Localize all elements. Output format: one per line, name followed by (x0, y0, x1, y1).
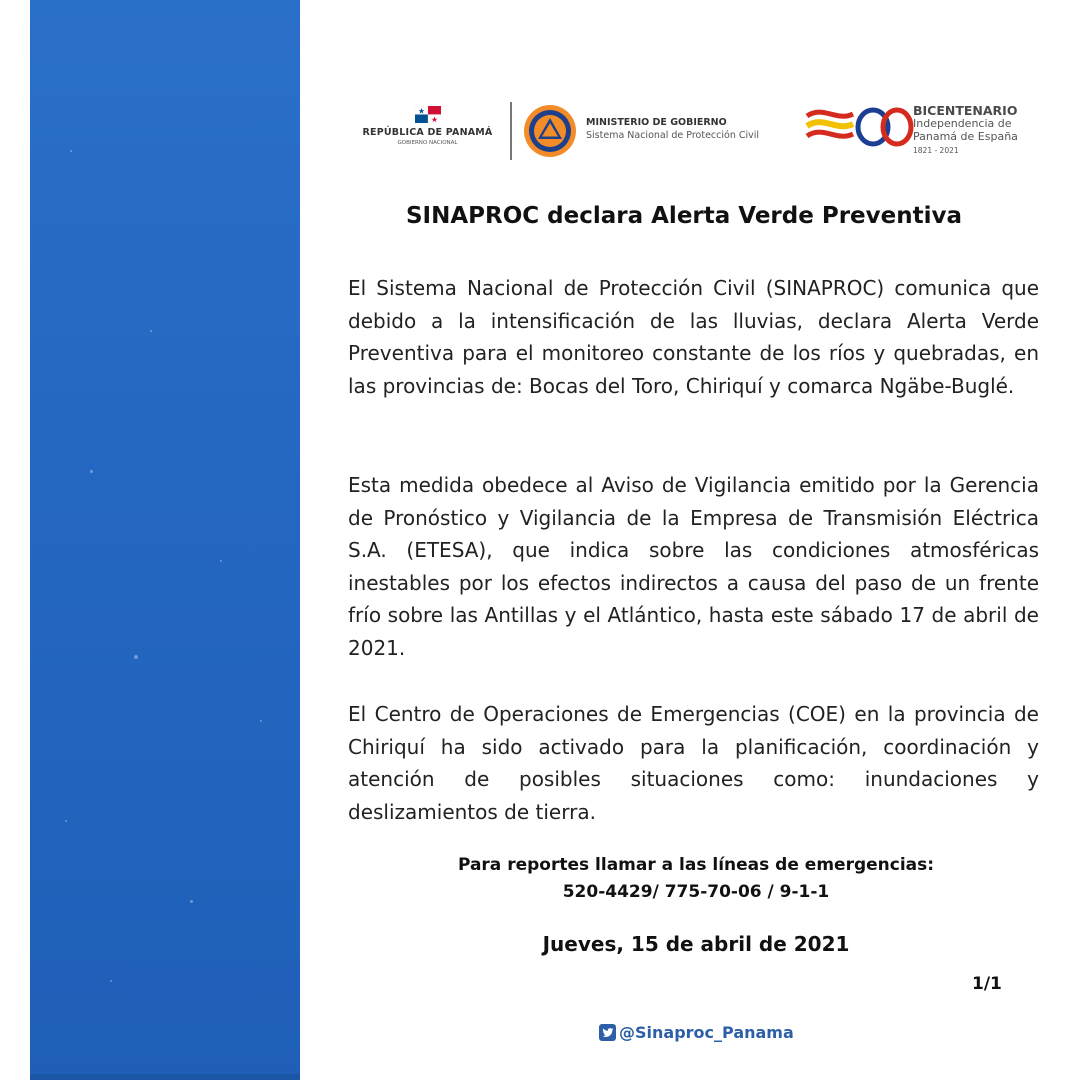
twitter-handle-text: @Sinaproc_Panama (619, 1023, 794, 1042)
bicentenario-text (913, 104, 1018, 157)
ministerio-subtitle: Sistema Nacional de Protección Civil (586, 130, 760, 141)
paragraph-1: El Sistema Nacional de Protección Civil (SINAPROC) comunica que debido a la intensificación de las lluvias, declara Alerta Verde Preventiva para el monitoreo constante de los ríos y quebradas, en las provincias de: Bocas del Toro, Chiriquí y comarca Ngäbe-Buglé. (348, 276, 1039, 398)
ministerio-title: MINISTERIO DE GOBIERNO (586, 117, 727, 128)
document-title: SINAPROC declara Alerta Verde Preventiva (405, 203, 962, 229)
paragraph-3: El Centro de Operaciones de Emergencias (COE) en la provincia de Chiriquí ha sido activado para la planificación, coordinación y atención de posibles situaciones como: inundaciones y deslizamientos de tierra. (348, 702, 1039, 824)
page-number: 1/1 (972, 974, 1002, 994)
republica-panama-logo (360, 106, 495, 156)
emergency-contacts-heading: Para reportes llamar a las líneas de emergencias: (457, 855, 935, 875)
document-date: Jueves, 15 de abril de 2021 (542, 932, 850, 956)
blue-side-band (30, 0, 300, 1080)
panama-flag-icon (415, 106, 441, 123)
ministerio-text (586, 117, 759, 141)
logo-divider (510, 102, 512, 160)
sinaproc-seal-icon (523, 104, 577, 158)
bicentenario-title: BICENTENARIO (913, 103, 1018, 118)
emergency-phone-numbers: 520-4429/ 775-70-06 / 9-1-1 (562, 882, 830, 902)
bicentenario-years: 1821 - 2021 (913, 146, 959, 155)
gobierno-nacional-label: GOBIERNO NACIONAL (397, 140, 458, 146)
twitter-handle[interactable] (599, 1023, 794, 1042)
bicentenario-mark-icon (805, 100, 915, 152)
bicentenario-line1: Independencia de (913, 117, 1012, 130)
twitter-icon (599, 1024, 616, 1041)
emergency-contacts (348, 852, 1044, 906)
paragraph-2: Esta medida obedece al Aviso de Vigilancia emitido por la Gerencia de Pronóstico y Vigilancia de la Empresa de Transmisión Eléctrica S.A. (ETESA), que indica sobre las condiciones atmosféricas inestables por los efectos indirectos a causa del paso de un frente frío sobre las Antillas y el Atlántico, hasta este sábado 17 de abril de 2021. (348, 473, 1039, 660)
republica-name: REPÚBLICA DE PANAMÁ (362, 127, 493, 138)
bicentenario-line2: Panamá de España (913, 130, 1018, 143)
band-bottom-stroke (30, 1074, 300, 1080)
header-logos (360, 98, 1040, 168)
